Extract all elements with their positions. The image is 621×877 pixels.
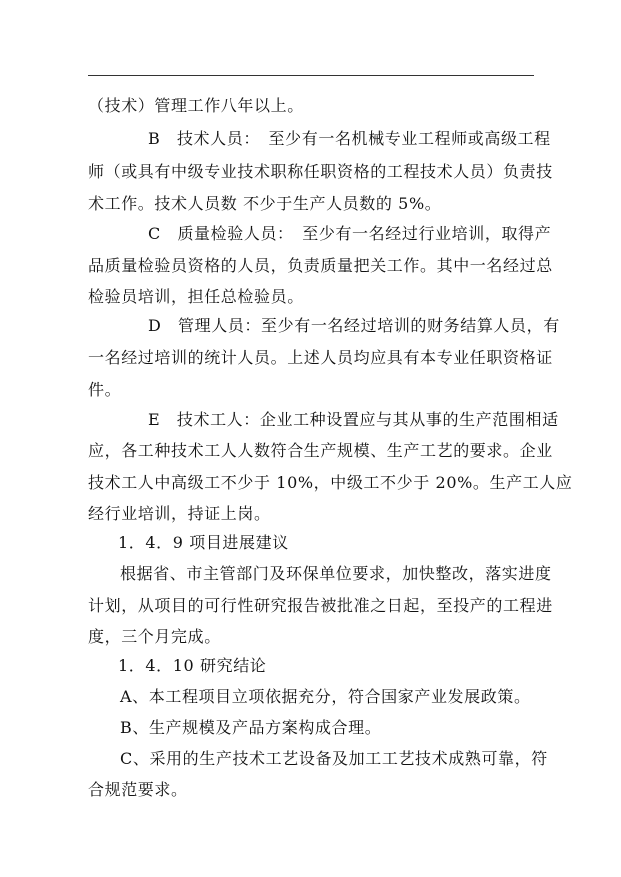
text-line: 检验员培训，担任总检验员。 [88,287,304,306]
text-line-item-c: C 质量检验人员： 至少有一名经过行业培训，取得产 [148,224,552,243]
text-line: 技术工人中高级工不少于 10%，中级工不少于 20%。生产工人应 [88,473,573,492]
text-line: 师（或具有中级专业技术职称任职资格的工程技术人员）负责技 [88,162,553,181]
text-line-item-d: D 管理人员：至少有一名经过培训的财务结算人员，有 [148,316,560,335]
text-line: 根据省、市主管部门及环保单位要求，加快整改，落实进度 [120,564,552,583]
text-line: 合规范要求。 [88,780,188,799]
text-line-item-e: E 技术工人：企业工种设置应与其从事的生产范围相适 [148,410,559,429]
text-line-item-b: B 技术人员： 至少有一名机械专业工程师或高级工程 [148,129,551,148]
text-line: 术工作。技术人员数 不少于生产人员数的 5%。 [88,194,442,213]
text-line: 度，三个月完成。 [88,627,221,646]
section-heading-1-4-9: 1．4．9 项目进展建议 [118,533,289,552]
header-rule [88,75,534,76]
text-line: 件。 [88,380,122,399]
conclusion-item-c: C、采用的生产技术工艺设备及加工工艺技术成熟可靠，符 [120,749,548,768]
conclusion-item-b: B、生产规模及产品方案构成合理。 [120,718,382,737]
text-line: 品质量检验员资格的人员，负责质量把关工作。其中一名经过总 [88,256,553,275]
text-line: 应，各工种技术工人人数符合生产规模、生产工艺的要求。企业 [88,441,553,460]
text-line: 经行业培训，持证上岗。 [88,504,271,523]
conclusion-item-a: A、本工程项目立项依据充分，符合国家产业发展政策。 [120,687,531,706]
text-line: 一名经过培训的统计人员。上述人员均应具有本专业任职资格证 [88,348,553,367]
text-line: （技术）管理工作八年以上。 [88,96,304,115]
text-line: 计划，从项目的可行性研究报告被批准之日起，至投产的工程进 [88,596,553,615]
section-heading-1-4-10: 1．4．10 研究结论 [118,656,267,675]
